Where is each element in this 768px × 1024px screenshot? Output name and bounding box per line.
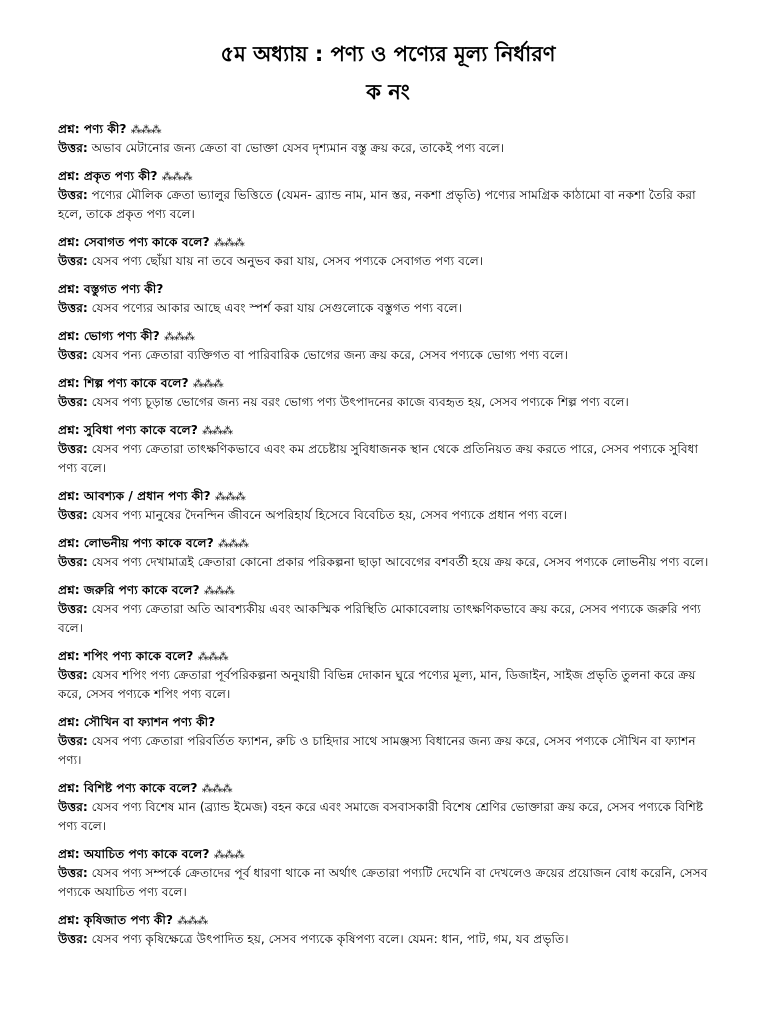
answer-line [58, 440, 718, 478]
answer-line [58, 252, 718, 271]
question-line [58, 327, 718, 346]
answer-label: উত্তর: [58, 301, 88, 315]
question-line [58, 374, 718, 393]
answer-text: যেসব পণ্য সম্পর্কে ক্রেতাদের পূর্ব ধারণা থাকে না অর্থাৎ ক্রেতারা পণ্যটি দেখেনি বা দেখলেও ক্রয়ের প্রয়োজন বোধ করেনি, সেসব পণ্যকে অযাচিত পণ্য বলে। [58, 866, 708, 899]
answer-text: যেসব পণ্য ক্রেতারা পরিবর্তিত ফ্যাশন, রুচি ও চাহিদার সাথে সামঞ্জস্য বিধানের জন্য ক্রয় করে, সেসব পণ্যকে সৌখিন বা ফ্যাশন পণ্য। [58, 734, 696, 767]
answer-label: উত্তর: [58, 668, 88, 682]
answer-text: যেসব পণ্য ক্রেতারা তাৎক্ষণিকভাবে এবং কম প্রচেষ্টায় সুবিধাজনক স্থান থেকে প্রতিনিয়ত ক্রয় করতে পারে, সেসব পণ্যকে সুবিধা পণ্য বলে। [58, 442, 698, 475]
question-line [58, 487, 718, 506]
question-line [58, 421, 718, 440]
question-label: প্রশ্ন: [58, 913, 80, 927]
answer-line [58, 186, 718, 224]
question-line [58, 779, 718, 798]
answer-label: উত্তর: [58, 348, 88, 362]
answer-text: যেসব শপিং পণ্য ক্রেতারা পূর্বপরিকল্পনা অনুযায়ী বিভিন্ন দোকান ঘুরে পণ্যের মূল্য, মান, ডিজাইন, সাইজ প্রভৃতি তুলনা করে ক্রয় করে, সেসব পণ্যকে শপিং পণ্য বলে। [58, 668, 696, 701]
question-label: প্রশ্ন: [58, 649, 80, 663]
answer-label: উত্তর: [58, 800, 88, 814]
answer-line [58, 139, 718, 158]
question-label: প্রশ্ন: [58, 715, 80, 729]
question-text: ভোগ্য পণ্য কী? [83, 329, 160, 343]
answer-text: যেসব পণ্যের আকার আছে এবং স্পর্শ করা যায় সেগুলোকে বস্তুগত পণ্য বলে। [91, 301, 463, 315]
importance-stars: ⁂⁂⁂ [201, 782, 232, 795]
answer-line [58, 393, 718, 412]
answer-label: উত্তর: [58, 395, 88, 409]
question-text: সৌখিন বা ফ্যাশন পণ্য কী? [83, 715, 216, 729]
question-label: প্রশ্ন: [58, 423, 80, 437]
question-label: প্রশ্ন: [58, 781, 80, 795]
question-text: পণ্য কী? [83, 122, 127, 136]
answer-line [58, 666, 718, 704]
qa-item [58, 779, 718, 836]
answer-label: উত্তর: [58, 188, 88, 202]
answer-text: যেসব পণ্য ক্রেতারা অতি আবশ্যকীয় এবং আকস্মিক পরিস্থিতি মোকাবেলায় তাৎক্ষণিকভাবে ক্রয় করে, সেসব পণ্যকে জরুরি পণ্য বলে। [58, 602, 701, 635]
question-label: প্রশ্ন: [58, 583, 80, 597]
question-label: প্রশ্ন: [58, 376, 80, 390]
answer-line [58, 553, 718, 572]
answer-line [58, 346, 718, 365]
question-text: বিশিষ্ট পণ্য কাকে বলে? [83, 781, 198, 795]
qa-item [58, 120, 718, 158]
importance-stars: ⁂⁂⁂ [203, 584, 234, 597]
question-line [58, 280, 718, 299]
answer-text: যেসব পন্য ক্রেতারা ব্যক্তিগত বা পারিবারিক ভোগের জন্য ক্রয় করে, সেসব পণ্যকে ভোগ্য পণ্য বলে। [91, 348, 569, 362]
question-text: সুবিধা পণ্য কাকে বলে? [83, 423, 198, 437]
answer-label: উত্তর: [58, 602, 88, 616]
qa-item [58, 647, 718, 704]
answer-text: যেসব পণ্য বিশেষ মান (ব্র্যান্ড ইমেজ) বহন করে এবং সমাজে বসবাসকারী বিশেষ শ্রেণির ভোক্তারা ক্রয় করে, সেসব পণ্যকে বিশিষ্ট পণ্য বলে। [58, 800, 704, 833]
qa-item [58, 581, 718, 638]
question-line [58, 713, 718, 732]
question-label: প্রশ্ন: [58, 847, 80, 861]
qa-item [58, 713, 718, 770]
answer-line [58, 864, 718, 902]
qa-item [58, 233, 718, 271]
answer-label: উত্তর: [58, 734, 88, 748]
answer-text: পণ্যের মৌলিক ক্রেতা ভ্যালুর ভিত্তিতে (যেমন- ব্র্যান্ড নাম, মান স্তর, নকশা প্রভৃতি) পণ্যের সামগ্রিক কাঠামো বা নকশা তৈরি করা হলে, তাকে প্রকৃত পণ্য বলে। [58, 188, 696, 221]
answer-line [58, 732, 718, 770]
question-text: আবশ্যক / প্রধান পণ্য কী? [83, 489, 211, 503]
importance-stars: ⁂⁂⁂ [214, 490, 245, 503]
question-text: প্রকৃত পণ্য কী? [83, 169, 158, 183]
qa-item [58, 280, 718, 318]
question-line [58, 581, 718, 600]
answer-text: যেসব পণ্য ছোঁয়া যায় না তবে অনুভব করা যায়, সেসব পণ্যকে সেবাগত পণ্য বলে। [91, 254, 484, 268]
answer-line [58, 506, 718, 525]
importance-stars: ⁂⁂⁂ [213, 236, 244, 249]
importance-stars: ⁂⁂⁂ [163, 330, 194, 343]
question-text: শপিং পণ্য কাকে বলে? [83, 649, 194, 663]
importance-stars: ⁂⁂⁂ [213, 848, 244, 861]
qa-item [58, 487, 718, 525]
question-text: কৃষিজাত পণ্য কী? [83, 913, 173, 927]
answer-line [58, 798, 718, 836]
qa-item [58, 534, 718, 572]
answer-text: যেসব পণ্য দেখামাত্রই ক্রেতারা কোনো প্রকার পরিকল্পনা ছাড়া আবেগের বশবর্তী হয়ে ক্রয় করে, সেসব পণ্যকে লোভনীয় পণ্য বলে। [91, 555, 709, 569]
question-label: প্রশ্ন: [58, 122, 80, 136]
question-line [58, 534, 718, 553]
question-label: প্রশ্ন: [58, 282, 80, 296]
answer-label: উত্তর: [58, 555, 88, 569]
qa-item [58, 911, 718, 949]
answer-line [58, 299, 718, 318]
question-line [58, 120, 718, 139]
answer-text: যেসব পণ্য কৃষিক্ষেত্রে উৎপাদিত হয়, সেসব পণ্যকে কৃষিপণ্য বলে। যেমন: ধান, পাট, গম, যব প্রভৃতি। [91, 932, 569, 946]
question-text: লোভনীয় পণ্য কাকে বলে? [83, 536, 214, 550]
importance-stars: ⁂⁂⁂ [161, 170, 192, 183]
qa-item [58, 167, 718, 224]
question-line [58, 647, 718, 666]
question-label: প্রশ্ন: [58, 329, 80, 343]
qa-list [58, 120, 718, 949]
question-label: প্রশ্ন: [58, 235, 80, 249]
question-text: শিল্প পণ্য কাকে বলে? [83, 376, 189, 390]
question-line [58, 911, 718, 930]
question-line [58, 167, 718, 186]
importance-stars: ⁂⁂⁂ [177, 914, 208, 927]
qa-item [58, 845, 718, 902]
question-line [58, 845, 718, 864]
qa-item [58, 421, 718, 478]
question-label: প্রশ্ন: [58, 489, 80, 503]
answer-line [58, 600, 718, 638]
answer-label: উত্তর: [58, 141, 88, 155]
question-label: প্রশ্ন: [58, 536, 80, 550]
answer-text: যেসব পণ্য চূড়ান্ত ভোগের জন্য নয় বরং ভোগ্য পণ্য উৎপাদনের কাজে ব্যবহৃত হয়, সেসব পণ্যকে শিল্প পণ্য বলে। [91, 395, 629, 409]
answer-label: উত্তর: [58, 508, 88, 522]
importance-stars: ⁂⁂⁂ [130, 123, 161, 136]
importance-stars: ⁂⁂⁂ [217, 537, 248, 550]
question-text: সেবাগত পণ্য কাকে বলে? [83, 235, 210, 249]
importance-stars: ⁂⁂⁂ [202, 424, 233, 437]
answer-label: উত্তর: [58, 442, 88, 456]
answer-label: উত্তর: [58, 254, 88, 268]
section-subtitle: ক নং [366, 80, 410, 104]
answer-line [58, 930, 718, 949]
question-label: প্রশ্ন: [58, 169, 80, 183]
qa-item [58, 327, 718, 365]
answer-text: অভাব মেটানোর জন্য ক্রেতা বা ভোক্তা যেসব দৃশ্যমান বস্তু ক্রয় করে, তাকেই পণ্য বলে। [91, 141, 505, 155]
answer-label: উত্তর: [58, 932, 88, 946]
importance-stars: ⁂⁂⁂ [192, 377, 223, 390]
page-title: ৫ম অধ্যায় : পণ্য ও পণ্যের মূল্য নির্ধারণ [220, 42, 556, 66]
question-text: বস্তুগত পণ্য কী? [83, 282, 164, 296]
question-text: অযাচিত পণ্য কাকে বলে? [83, 847, 210, 861]
answer-text: যেসব পণ্য মানুষের দৈনন্দিন জীবনে অপরিহার্য হিসেবে বিবেচিত হয়, সেসব পণ্যকে প্রধান পণ্য বলে। [91, 508, 567, 522]
question-line [58, 233, 718, 252]
importance-stars: ⁂⁂⁂ [197, 650, 228, 663]
qa-item [58, 374, 718, 412]
answer-label: উত্তর: [58, 866, 88, 880]
question-text: জরুরি পণ্য কাকে বলে? [83, 583, 200, 597]
